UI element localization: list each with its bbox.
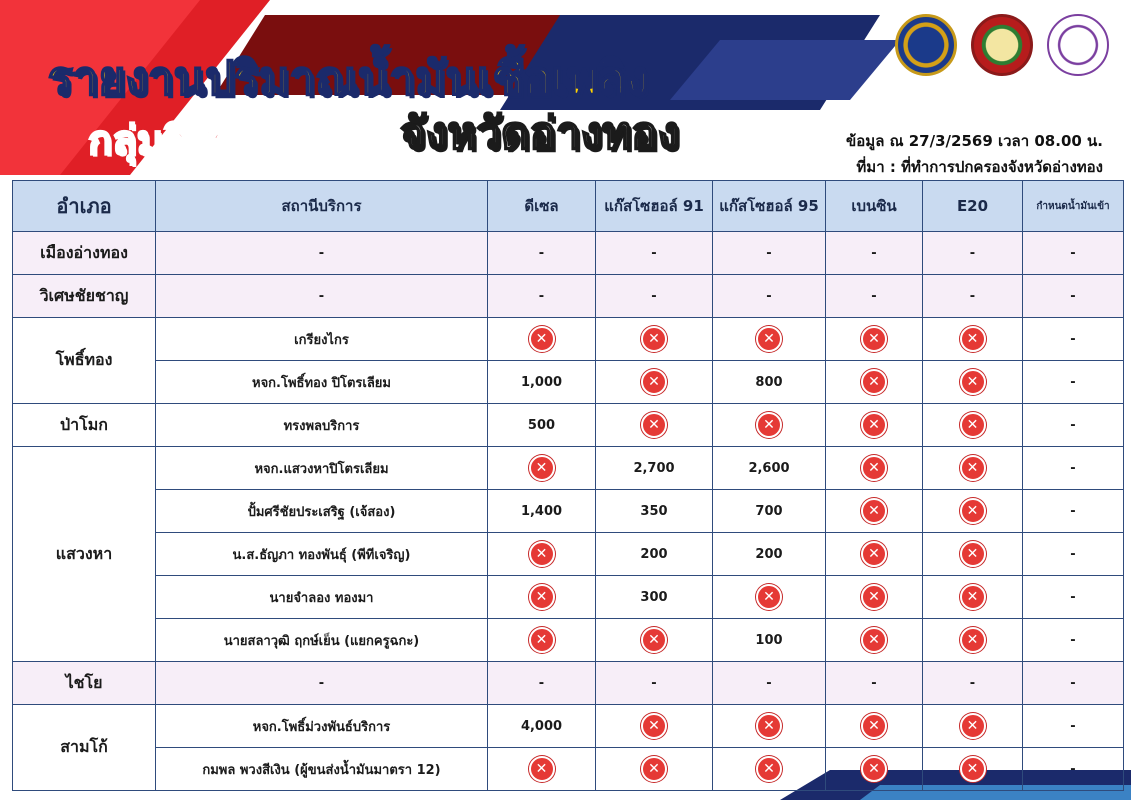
- column-header: กำหนดน้ำมันเข้า: [1023, 181, 1124, 232]
- x-circle-icon: ✕: [529, 584, 555, 610]
- value-cell: 350: [596, 490, 713, 533]
- value-cell: 4,000: [488, 705, 596, 748]
- unavailable-cell: [488, 748, 596, 791]
- unavailable-cell: [923, 533, 1023, 576]
- value-cell: -: [923, 232, 1023, 275]
- table-row: [13, 490, 1124, 533]
- unavailable-cell: [826, 404, 923, 447]
- station-cell: เกรียงไกร: [156, 318, 488, 361]
- province-title: จังหวัดอ่างทอง: [400, 108, 680, 159]
- column-header: สถานีบริการ: [156, 181, 488, 232]
- table-row: [13, 705, 1124, 748]
- table-row: [13, 619, 1124, 662]
- value-cell: -: [596, 662, 713, 705]
- value-cell: -: [596, 232, 713, 275]
- data-source: ที่มา : ที่ทำการปกครองจังหวัดอ่างทอง: [856, 158, 1103, 176]
- unavailable-cell: [923, 404, 1023, 447]
- unavailable-cell: [488, 619, 596, 662]
- value-cell: -: [488, 662, 596, 705]
- unavailable-cell: [596, 404, 713, 447]
- unavailable-cell: [596, 619, 713, 662]
- x-circle-icon: ✕: [861, 498, 887, 524]
- unavailable-cell: [923, 705, 1023, 748]
- value-cell: -: [1023, 619, 1124, 662]
- value-cell: 500: [488, 404, 596, 447]
- unavailable-cell: [596, 705, 713, 748]
- station-cell: -: [156, 232, 488, 275]
- table-row: [13, 275, 1124, 318]
- value-cell: -: [923, 275, 1023, 318]
- value-cell: -: [713, 275, 826, 318]
- value-cell: -: [1023, 361, 1124, 404]
- x-circle-icon: ✕: [529, 627, 555, 653]
- station-cell: กมพล พวงสีเงิน (ผู้ขนส่งน้ำมันมาตรา 12): [156, 748, 488, 791]
- report-meta: [846, 128, 1103, 180]
- station-cell: หจก.แสวงหาปิโตรเลียม: [156, 447, 488, 490]
- table-row: [13, 361, 1124, 404]
- unavailable-cell: [488, 447, 596, 490]
- table-header-row: [13, 181, 1124, 232]
- unavailable-cell: [596, 361, 713, 404]
- fuel-table: [12, 180, 1124, 791]
- value-cell: 100: [713, 619, 826, 662]
- unavailable-cell: [826, 619, 923, 662]
- district-cell: ป่าโมก: [13, 404, 156, 447]
- data-timestamp: ข้อมูล ณ 27/3/2569 เวลา 08.00 น.: [846, 132, 1103, 150]
- unavailable-cell: [826, 318, 923, 361]
- x-circle-icon: ✕: [960, 498, 986, 524]
- x-circle-icon: ✕: [529, 455, 555, 481]
- station-cell: น.ส.ธัญภา ทองพันธุ์ (พีทีเจริญ): [156, 533, 488, 576]
- value-cell: -: [596, 275, 713, 318]
- unavailable-cell: [488, 533, 596, 576]
- value-cell: -: [1023, 275, 1124, 318]
- unavailable-cell: [596, 748, 713, 791]
- table-row: [13, 662, 1124, 705]
- value-cell: 800: [713, 361, 826, 404]
- value-cell: 700: [713, 490, 826, 533]
- x-circle-icon: ✕: [641, 713, 667, 739]
- x-circle-icon: ✕: [861, 412, 887, 438]
- value-cell: -: [826, 232, 923, 275]
- unavailable-cell: [923, 576, 1023, 619]
- x-circle-icon: ✕: [756, 756, 782, 782]
- unavailable-cell: [826, 361, 923, 404]
- x-circle-icon: ✕: [529, 756, 555, 782]
- logo-group: [895, 14, 1109, 76]
- station-cell: ปั้มศรีชัยประเสริฐ (เจ้สอง): [156, 490, 488, 533]
- x-circle-icon: ✕: [529, 326, 555, 352]
- unavailable-cell: [826, 748, 923, 791]
- x-circle-icon: ✕: [960, 541, 986, 567]
- x-circle-icon: ✕: [861, 627, 887, 653]
- station-cell: ทรงพลบริการ: [156, 404, 488, 447]
- table-row: [13, 533, 1124, 576]
- ministry-logo: [895, 14, 957, 76]
- station-cell: -: [156, 275, 488, 318]
- unavailable-cell: [923, 318, 1023, 361]
- value-cell: 300: [596, 576, 713, 619]
- table-row: [13, 748, 1124, 791]
- unavailable-cell: [713, 748, 826, 791]
- department-logo: [1047, 14, 1109, 76]
- value-cell: -: [826, 662, 923, 705]
- value-cell: 1,000: [488, 361, 596, 404]
- district-cell: โพธิ์ทอง: [13, 318, 156, 404]
- unavailable-cell: [826, 490, 923, 533]
- value-cell: -: [1023, 748, 1124, 791]
- x-circle-icon: ✕: [641, 627, 667, 653]
- x-circle-icon: ✕: [641, 326, 667, 352]
- column-header: แก๊สโซฮอล์ 95: [713, 181, 826, 232]
- x-circle-icon: ✕: [861, 455, 887, 481]
- unavailable-cell: [488, 318, 596, 361]
- column-header: อำเภอ: [13, 181, 156, 232]
- x-circle-icon: ✕: [861, 584, 887, 610]
- column-header: เบนซิน: [826, 181, 923, 232]
- value-cell: -: [488, 275, 596, 318]
- x-circle-icon: ✕: [641, 412, 667, 438]
- column-header: E20: [923, 181, 1023, 232]
- district-cell: แสวงหา: [13, 447, 156, 662]
- x-circle-icon: ✕: [960, 412, 986, 438]
- x-circle-icon: ✕: [861, 713, 887, 739]
- report-title: รายงานปริมาณน้ำมันเชื้อเพลิง: [48, 51, 649, 105]
- group-title: กลุ่มอิสระ: [88, 118, 255, 164]
- value-cell: 2,600: [713, 447, 826, 490]
- x-circle-icon: ✕: [756, 412, 782, 438]
- x-circle-icon: ✕: [960, 713, 986, 739]
- unavailable-cell: [713, 576, 826, 619]
- x-circle-icon: ✕: [861, 541, 887, 567]
- unavailable-cell: [488, 576, 596, 619]
- value-cell: 1,400: [488, 490, 596, 533]
- value-cell: -: [1023, 705, 1124, 748]
- x-circle-icon: ✕: [529, 541, 555, 567]
- value-cell: -: [1023, 576, 1124, 619]
- unavailable-cell: [596, 318, 713, 361]
- table-row: [13, 447, 1124, 490]
- table-row: [13, 404, 1124, 447]
- value-cell: -: [826, 275, 923, 318]
- unavailable-cell: [826, 576, 923, 619]
- column-header: แก๊สโซฮอล์ 91: [596, 181, 713, 232]
- x-circle-icon: ✕: [960, 326, 986, 352]
- unavailable-cell: [826, 705, 923, 748]
- station-cell: หจก.โพธิ์ม่วงพันธ์บริการ: [156, 705, 488, 748]
- value-cell: -: [1023, 447, 1124, 490]
- x-circle-icon: ✕: [756, 713, 782, 739]
- unavailable-cell: [923, 447, 1023, 490]
- column-header: ดีเซล: [488, 181, 596, 232]
- value-cell: -: [1023, 232, 1124, 275]
- table-row: [13, 576, 1124, 619]
- x-circle-icon: ✕: [861, 369, 887, 395]
- value-cell: -: [1023, 404, 1124, 447]
- station-cell: หจก.โพธิ์ทอง ปิโตรเลียม: [156, 361, 488, 404]
- table-body: [13, 232, 1124, 791]
- table-row: [13, 318, 1124, 361]
- x-circle-icon: ✕: [861, 326, 887, 352]
- unavailable-cell: [713, 404, 826, 447]
- value-cell: 200: [596, 533, 713, 576]
- unavailable-cell: [923, 490, 1023, 533]
- x-circle-icon: ✕: [756, 326, 782, 352]
- x-circle-icon: ✕: [641, 756, 667, 782]
- district-cell: วิเศษชัยชาญ: [13, 275, 156, 318]
- unavailable-cell: [923, 748, 1023, 791]
- x-circle-icon: ✕: [960, 584, 986, 610]
- value-cell: -: [713, 232, 826, 275]
- unavailable-cell: [923, 361, 1023, 404]
- x-circle-icon: ✕: [960, 455, 986, 481]
- station-cell: นายจำลอง ทองมา: [156, 576, 488, 619]
- unavailable-cell: [923, 619, 1023, 662]
- value-cell: -: [1023, 490, 1124, 533]
- value-cell: -: [1023, 533, 1124, 576]
- x-circle-icon: ✕: [756, 584, 782, 610]
- value-cell: -: [923, 662, 1023, 705]
- unavailable-cell: [826, 533, 923, 576]
- x-circle-icon: ✕: [641, 369, 667, 395]
- value-cell: -: [1023, 662, 1124, 705]
- x-circle-icon: ✕: [861, 756, 887, 782]
- district-cell: สามโก้: [13, 705, 156, 791]
- x-circle-icon: ✕: [960, 369, 986, 395]
- station-cell: -: [156, 662, 488, 705]
- unavailable-cell: [713, 705, 826, 748]
- table-row: [13, 232, 1124, 275]
- value-cell: -: [1023, 318, 1124, 361]
- province-logo: [971, 14, 1033, 76]
- value-cell: 200: [713, 533, 826, 576]
- value-cell: 2,700: [596, 447, 713, 490]
- station-cell: นายสลาวุฒิ ฤกษ์เย็น (แยกครูฉกะ): [156, 619, 488, 662]
- value-cell: -: [713, 662, 826, 705]
- value-cell: -: [488, 232, 596, 275]
- x-circle-icon: ✕: [960, 627, 986, 653]
- district-cell: ไชโย: [13, 662, 156, 705]
- x-circle-icon: ✕: [960, 756, 986, 782]
- unavailable-cell: [713, 318, 826, 361]
- unavailable-cell: [826, 447, 923, 490]
- district-cell: เมืองอ่างทอง: [13, 232, 156, 275]
